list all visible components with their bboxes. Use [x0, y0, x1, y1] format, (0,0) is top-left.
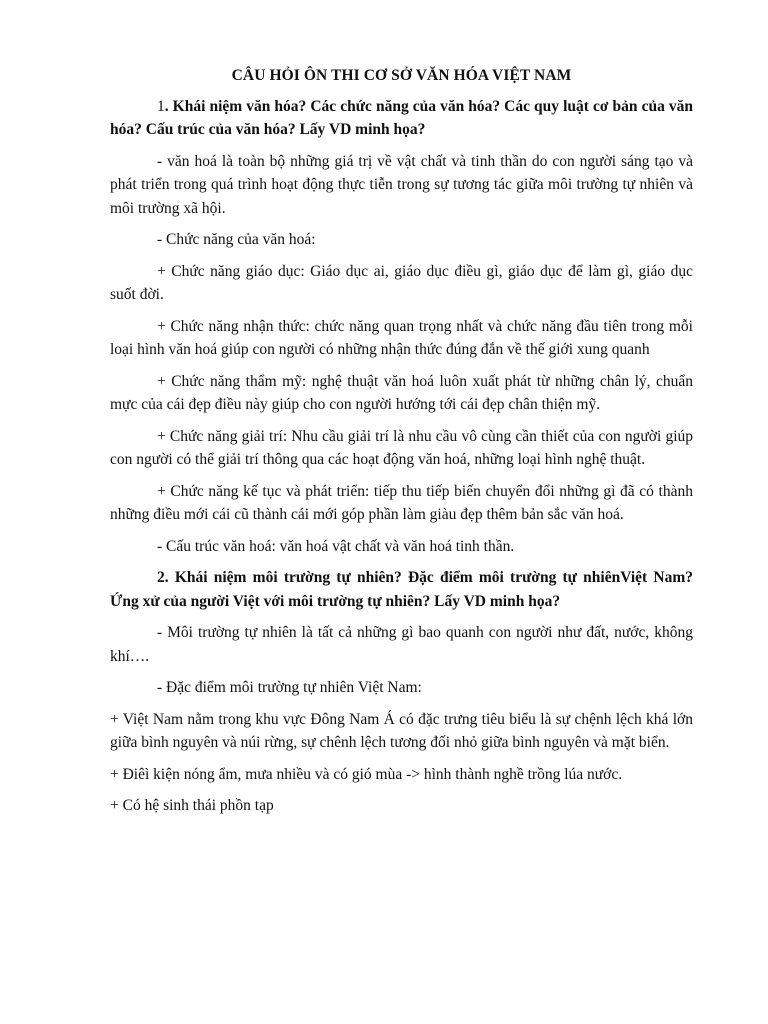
answer-1-function-cognition: + Chức năng nhận thức: chức năng quan trọng nhất và chức năng đầu tiên trong mỗi loại hình văn hoá giúp con người có những nhận thức đúng đắn về thế giới xung quanh: [110, 317, 693, 358]
question-1-number: 1: [157, 97, 165, 115]
document-page: [110, 64, 693, 826]
answer-1-structure: - Cấu trúc văn hoá: văn hoá vật chất và văn hoá tinh thần.: [157, 537, 515, 555]
answer-2-definition: - Môi trường tự nhiên là tất cả những gì bao quanh con người như đất, nước, không khí….: [110, 624, 693, 665]
answer-1-definition: - văn hoá là toàn bộ những giá trị về vật chất và tinh thần do con người sáng tạo và phát triển trong quá trình hoạt động thực tiễn trong sự tương tác giữa môi trường tự nhiên và môi trường xã hội.: [110, 152, 693, 217]
answer-1-functions-heading: - Chức năng của văn hoá:: [157, 231, 316, 248]
answer-2-point-ecosystem: + Có hệ sinh thái phồn tạp: [110, 797, 274, 814]
document-title: CÂU HỎI ÔN THI CƠ SỞ VĂN HÓA VIỆT NAM: [231, 67, 572, 84]
question-1-text: . Khái niệm văn hóa? Các chức năng của văn hóa? Các quy luật cơ bản của văn hóa? Cấu trúc của văn hóa? Lấy VD minh họa?: [110, 97, 693, 138]
answer-2-point-climate: + Điêì kiện nóng ẩm, mưa nhiều và có gió mùa -> hình thành nghề trồng lúa nước.: [110, 765, 623, 783]
answer-1-function-aesthetics: + Chức năng thẩm mỹ: nghệ thuật văn hoá luôn xuất phát từ những chân lý, chuẩn mực của cái đẹp điều này giúp cho con người hướng tới cái đẹp chân thiện mỹ.: [110, 372, 693, 413]
answer-2-characteristics-heading: - Đặc điểm môi trường tự nhiên Việt Nam:: [157, 679, 422, 696]
answer-1-function-education: + Chức năng giáo dục: Giáo dục ai, giáo dục điều gì, giáo dục để làm gì, giáo dục suốt đời.: [110, 262, 693, 303]
answer-2-point-geography: + Việt Nam nằm trong khu vực Đông Nam Á có đặc trưng tiêu biểu là sự chệnh lệch khá lớn giữa bình nguyên và núi rừng, sự chênh lệch tương đối nhỏ giữa bình nguyên và mặt biển.: [110, 710, 693, 751]
answer-1-function-entertainment: + Chức năng giải trí: Nhu cầu giải trí là nhu cầu vô cùng cần thiết của con người giúp con người có thể giải trí thông qua các hoạt động văn hoá, những loại hình nghệ thuật.: [110, 427, 693, 468]
question-2: 2. Khái niệm môi trường tự nhiên? Đặc điểm môi trường tự nhiênViệt Nam? Ứng xử của người Việt với môi trường tự nhiên? Lấy VD minh họa?: [110, 569, 693, 610]
answer-1-function-continuity: + Chức năng kế tục và phát triển: tiếp thu tiếp biến chuyển đổi những gì đã có thành những điều mới cái cũ thành cái mới góp phần làm giàu đẹp thêm bản sắc văn hoá.: [110, 482, 693, 523]
question-1: [110, 95, 693, 142]
